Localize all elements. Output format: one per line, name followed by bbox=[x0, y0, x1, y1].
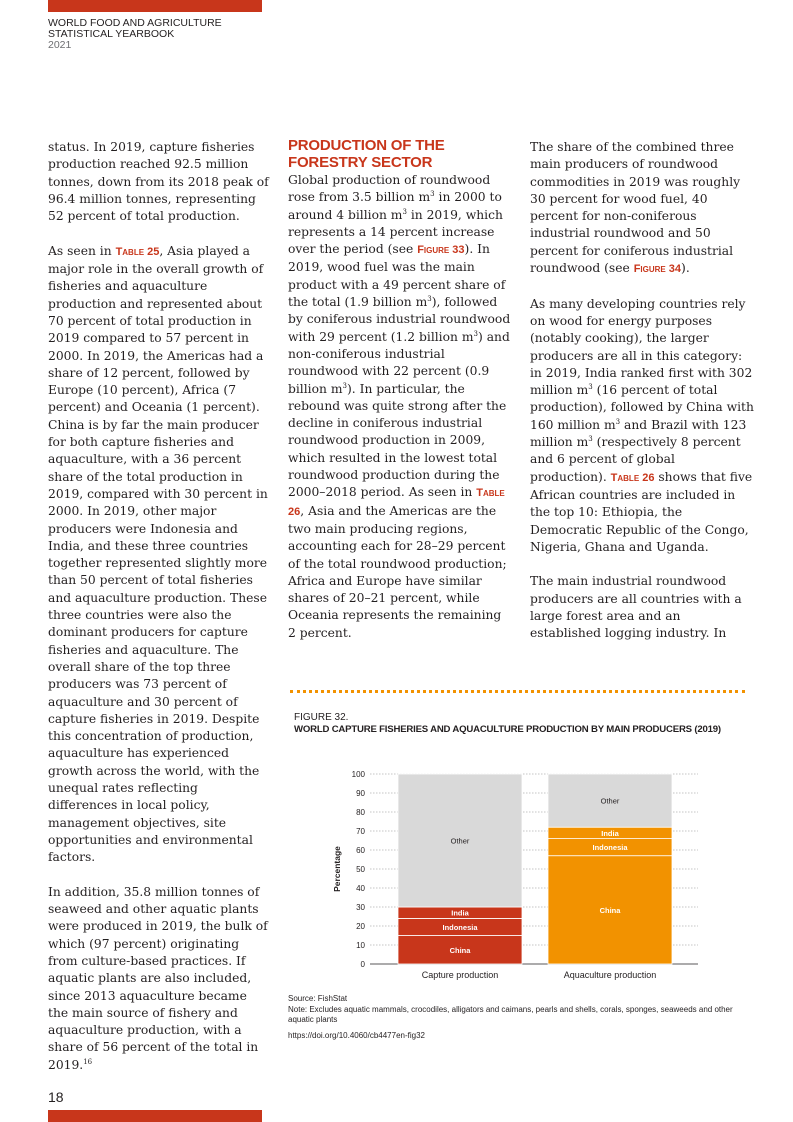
y-tick-label: 90 bbox=[356, 789, 365, 798]
text-column-3 bbox=[530, 139, 755, 643]
y-tick-label: 30 bbox=[356, 903, 365, 912]
bar-segment-label: India bbox=[451, 908, 469, 918]
page-number: 18 bbox=[48, 1089, 64, 1105]
figure-note: Note: Excludes aquatic mammals, crocodiles, alligators and caimans, pearls and shells, corals, sponges, seaweeds and other aquatic plants bbox=[288, 1004, 733, 1024]
table-26-link[interactable]: Table 26 bbox=[288, 487, 505, 518]
text-run: As many developing countries rely on wood for energy purposes (notably cooking), the larger producers are all in this category: in 2019, India ranked first with 302 million m bbox=[530, 296, 753, 398]
figure-34-link[interactable]: Figure 34 bbox=[633, 263, 682, 276]
footnote-16-link[interactable]: 16 bbox=[83, 1057, 93, 1066]
y-tick-label: 20 bbox=[356, 922, 365, 931]
figure-source-notes bbox=[288, 994, 738, 1041]
header-year: 2021 bbox=[48, 39, 72, 51]
text-run: ), followed by coniferous industrial roundwood with 29 percent (1.2 billion m bbox=[288, 295, 511, 344]
bar-segment-label: China bbox=[449, 945, 471, 955]
superscript: 3 bbox=[473, 329, 478, 338]
figure-doi-link[interactable]: https://doi.org/10.4060/cb4477en-fig32 bbox=[288, 1030, 425, 1040]
header-line-2: STATISTICAL YEARBOOK bbox=[48, 28, 175, 40]
superscript: 3 bbox=[402, 207, 407, 216]
text-run: ) and non-coniferous industrial roundwood with 22 percent (0.9 billion m bbox=[288, 329, 510, 396]
bar-segment-label: Indonesia bbox=[592, 843, 628, 853]
text-run: The share of the combined three main producers of roundwood commodities in 2019 was roughly 30 percent for wood fuel, 40 percent for non-coniferous industrial roundwood and 50 percent for coniferous industrial roundwood (see bbox=[530, 140, 741, 276]
y-tick-label: 100 bbox=[351, 770, 365, 779]
figure-33-link[interactable]: Figure 33 bbox=[417, 244, 465, 257]
text-column-2 bbox=[288, 137, 513, 642]
section-title: PRODUCTION OF THE FORESTRY SECTOR bbox=[288, 137, 445, 171]
figure-divider bbox=[290, 690, 745, 693]
text-run: and Brazil with 123 million m bbox=[530, 417, 747, 450]
bar-segment-label: India bbox=[601, 828, 619, 838]
text-run: ). In particular, the rebound was quite strong after the decline in coniferous industrial roundwood production in 2009, which resulted in the lowest total roundwood production during the 2000–2018 period. As seen in bbox=[288, 381, 507, 500]
y-tick-label: 40 bbox=[356, 884, 365, 893]
text-run: ). In 2019, wood fuel was the main product with a 49 percent share of the total (1.9 billion m bbox=[288, 242, 506, 310]
superscript: 3 bbox=[427, 294, 432, 303]
col3-paragraph-2 bbox=[530, 296, 755, 556]
y-tick-label: 70 bbox=[356, 827, 365, 836]
y-axis-label: Percentage bbox=[332, 846, 342, 892]
table-26-link[interactable]: Table 26 bbox=[610, 471, 655, 484]
figure-label: FIGURE 32. bbox=[294, 712, 349, 723]
text-run: As seen in bbox=[48, 243, 116, 258]
col3-paragraph-1 bbox=[530, 139, 755, 278]
bottom-color-bar bbox=[48, 1110, 262, 1122]
col1-paragraph-1: status. In 2019, capture fisheries production reached 92.5 million tonnes, down from its 2018 peak of 96.4 million tonnes, representing 52 percent of total production. bbox=[48, 140, 269, 224]
running-header bbox=[48, 18, 222, 51]
superscript: 3 bbox=[430, 190, 435, 199]
y-tick-label: 60 bbox=[356, 846, 365, 855]
y-tick-label: 10 bbox=[356, 941, 365, 950]
x-category-label: Capture production bbox=[421, 970, 499, 980]
top-color-bar bbox=[48, 0, 262, 12]
text-run: In addition, 35.8 million tonnes of seaweed and other aquatic plants were produced in 2019, the bulk of which (97 percent) originating from culture-based practices. If aquatic plants are also included, since 2013 aquaculture became the main source of fishery and aquaculture production, with a share of 56 percent of the total in 2019. bbox=[48, 884, 268, 1072]
bar-segment-label: China bbox=[599, 905, 621, 915]
superscript: 3 bbox=[588, 383, 593, 392]
text-run: Global production of roundwood rose from 3.5 billion m bbox=[288, 173, 491, 205]
y-tick-label: 50 bbox=[356, 865, 365, 874]
col1-paragraph-3 bbox=[48, 884, 270, 1074]
text-run: in 2019, which represents a 14 percent increase over the period (see bbox=[288, 207, 503, 257]
text-run: (respectively 8 percent and 6 percent of global production). bbox=[530, 435, 741, 484]
text-column-1 bbox=[48, 139, 270, 1074]
text-run: , Asia and the Americas are the two main producing regions, accounting each for 28–29 percent of the total roundwood production; Africa and Europe have similar shares of 20–21 percent, while Oceania represents the remaining 2 percent. bbox=[288, 503, 507, 640]
x-category-label: Aquaculture production bbox=[563, 970, 657, 980]
text-run: ). bbox=[681, 261, 690, 276]
figure-title: WORLD CAPTURE FISHERIES AND AQUACULTURE PRODUCTION BY MAIN PRODUCERS (2019) bbox=[294, 724, 721, 735]
col2-paragraph-1 bbox=[288, 172, 513, 642]
header-line-1: WORLD FOOD AND AGRICULTURE bbox=[48, 17, 222, 29]
text-run: (16 percent of total production), followed by China with 160 million m bbox=[530, 383, 754, 432]
col3-paragraph-3: The main industrial roundwood producers are all countries with a large forest area and an established logging industry. In bbox=[530, 574, 742, 641]
bar-segment-label: Indonesia bbox=[442, 922, 478, 932]
text-run: , Asia played a major role in the overall growth of fisheries and aquaculture production and represented about 70 percent of total production in 2019 compared to 57 percent in 2000. In 2019, the Americas had a share of 12 percent, followed by Europe (10 percent), Africa (7 percent) and Oceania (1 percent). China is by far the main producer for both capture fisheries and aquaculture, with a 36 percent share of the total production in 2019, compared with 30 percent in 2000. In 2019, other major producers were Indonesia and India, and these three countries together represented slightly more than 50 percent of total fisheries and aquaculture production. These three countries were also the dominant producers for capture fisheries and aquaculture. The overall share of the top three producers was 73 percent of aquaculture and 30 percent of capture fisheries in 2019. Despite this concentration of production, aquaculture has experienced growth across the world, with the unequal rates reflecting differences in local policy, management objectives, site opportunities and environmental factors. bbox=[48, 243, 268, 865]
superscript: 3 bbox=[588, 434, 593, 443]
y-tick-label: 80 bbox=[356, 808, 365, 817]
stacked-bar-chart bbox=[288, 760, 708, 985]
superscript: 3 bbox=[615, 417, 621, 426]
superscript: 3 bbox=[342, 381, 347, 390]
figure-source: Source: FishStat bbox=[288, 994, 348, 1003]
y-tick-label: 0 bbox=[360, 960, 365, 969]
text-run: shows that five African countries are included in the top 10: Ethiopia, the Democratic Republic of the Congo, Nigeria, Ghana and Uganda. bbox=[530, 469, 753, 554]
table-25-link[interactable]: Table 25 bbox=[115, 245, 160, 258]
text-run: in 2000 to around 4 billion m bbox=[288, 190, 502, 222]
col1-paragraph-2 bbox=[48, 243, 270, 867]
bar-segment-label: Other bbox=[600, 796, 620, 806]
bar-segment-label: Other bbox=[450, 836, 470, 846]
